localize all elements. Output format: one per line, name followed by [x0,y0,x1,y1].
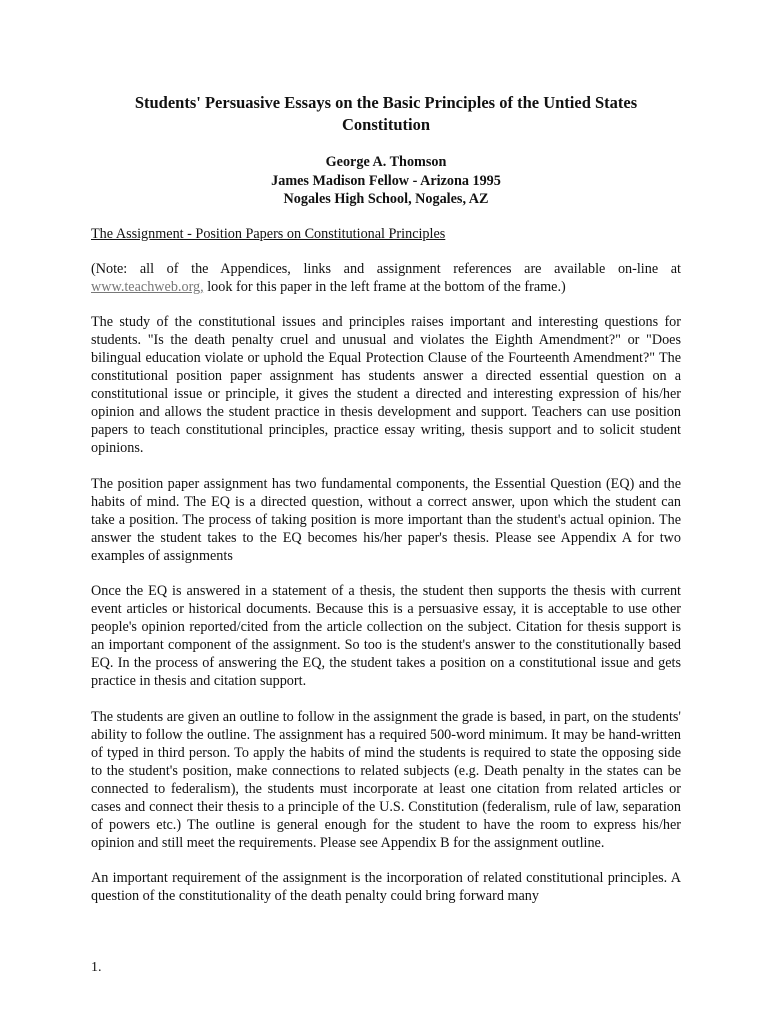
note-paragraph [91,260,681,296]
note-text-after-link: look for this paper in the left frame at the bottom of the frame.) [203,278,566,295]
section-heading: The Assignment - Position Papers on Constitutional Principles [91,225,446,242]
body-paragraph-4: The students are given an outline to follow in the assignment the grade is based, in part, on the students' ability to follow the outline. The assignment has a required 500-word minimum. It may be hand-written of typed in third person. To apply the habits of mind the students is required to state the opposing side to the student's position, make connections to related subjects (e.g. Death penalty in the states can be connected to federalism), the students must incorporate at least one citation from related articles or cases and connect their thesis to a principle of the U.S. Constitution (federalism, rule of law, separation of powers etc.) The outline is general enough for the student to have the room to express his/her opinion and still meet the requirements. Please see Appendix B for the assignment outline. [91,708,681,852]
note-text-before-link: (Note: all of the Appendices, links and assignment references are available on-line at [91,260,681,277]
page-number: 1. [91,960,102,975]
body-paragraph-2: The position paper assignment has two fundamental components, the Essential Question (EQ) and the habits of mind. The EQ is a directed question, without a correct answer, upon which the student can take a position. The process of taking position is more important than the student's actual opinion. The answer the student takes to the EQ becomes his/her paper's thesis. Please see Appendix A for two examples of assignments [91,475,681,564]
author-name: George A. Thomson [325,154,447,170]
document-title: Students' Persuasive Essays on the Basic Principles of the Untied States Constitution [134,93,638,134]
body-paragraph-5: An important requirement of the assignment is the incorporation of related constitutional principles. A question of the constitutionality of the death penalty could bring forward many [91,870,681,905]
author-school: Nogales High School, Nogales, AZ [283,191,489,207]
page-content [91,92,681,906]
author-block [91,153,681,209]
body-paragraph-1: The study of the constitutional issues and principles raises important and interesting questions for students. "Is the death penalty cruel and unusual and violates the Eighth Amendment?" or "Does bilingual education violate or uphold the Equal Protection Clause of the Fourteenth Amendment?" The constitutional position paper assignment has students answer a directed essential question on a constitutional issue or principle, it gives the student a directed and interesting expression of his/her opinion and allows the student practice in thesis development and support. Teachers can use position papers to teach constitutional principles, practice essay writing, thesis support and to solicit student opinions. [91,313,681,457]
author-fellowship: James Madison Fellow - Arizona 1995 [271,172,501,189]
body-paragraph-3: Once the EQ is answered in a statement of a thesis, the student then supports the thesis with current event articles or historical documents. Because this is a persuasive essay, it is acceptable to use other people's opinion reported/cited from the article collection on the subject. Citation for thesis support is an important component of the assignment. So too is the student's answer to the constitutionally based EQ. In the process of answering the EQ, the student takes a position on a constitutional issue and gets practice in thesis and citation support. [91,583,681,690]
teachweb-link[interactable]: www.teachweb.org, [91,278,204,295]
